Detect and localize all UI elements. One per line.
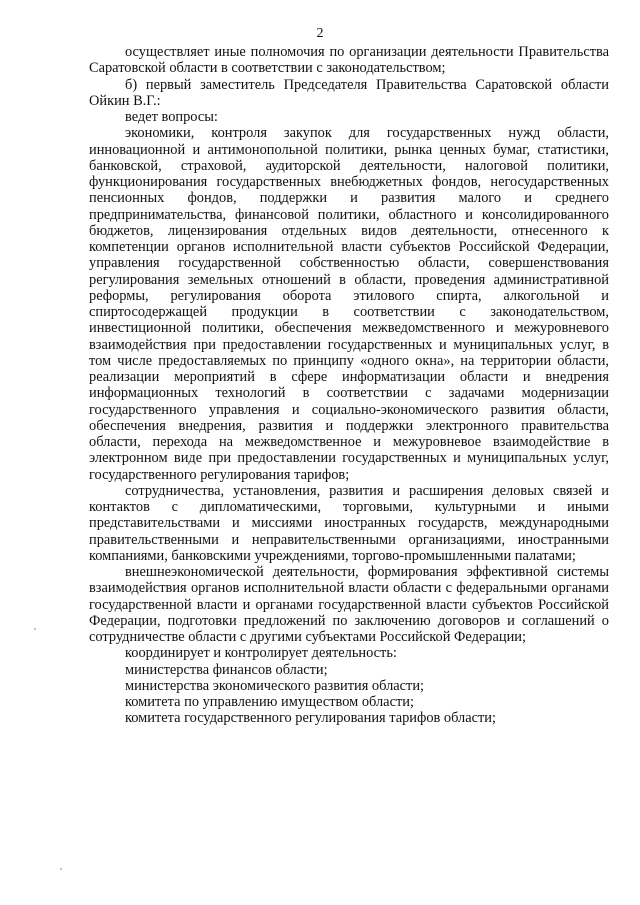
paragraph-10: комитета по управлению имуществом области; (125, 694, 414, 710)
paragraph-6: внешнеэкономической деятельности, формирования эффективной системы взаимодействия органов исполнительной власти области с федеральными органами государственной власти и органами государственной власти субъектов Российской Федерации, подготовки предложений по заключению договоров и соглашений о сотрудничестве области с другими субъектами Российской Федерации; (89, 564, 609, 645)
paragraph-9: министерства экономического развития области; (125, 677, 425, 694)
paragraph-7: координирует и контролирует деятельность: (125, 645, 397, 662)
scan-speck (60, 868, 62, 870)
document-body (89, 44, 609, 727)
paragraph-2: б) первый заместитель Председателя Правительства Саратовской области Ойкин В.Г.: (89, 76, 609, 109)
paragraph-8: министерства финансов области; (125, 661, 328, 678)
scan-speck (34, 628, 36, 630)
paragraph-5: сотрудничества, установления, развития и расширения деловых связей и контактов с дипломатическими, торговыми, культурными и иными представительствами и миссиями иностранных государств, международными правительственными и неправительственными организациями, иностранными компаниями, банковскими учреждениями, торгово-промышленными палатами; (89, 482, 609, 564)
paragraph-1: осуществляет иные полномочия по организации деятельности Правительства Саратовской области в соответствии с законодательством; (89, 44, 609, 77)
paragraph-3: ведет вопросы: (125, 109, 218, 125)
paragraph-11: комитета государственного регулирования тарифов области; (125, 710, 497, 727)
paragraph-4: экономики, контроля закупок для государственных нужд области, инновационной и антимонопольной политики, рынка ценных бумаг, статистики, банковской, страховой, аудиторской деятельности, налоговой политики, функционирования государственных внебюджетных фондов, негосударственных пенсионных фондов, поддержки и развития малого и среднего предпринимательства, финансовой политики, областного и консолидированного бюджетов, лицензирования отдельных видов деятельности, отнесенного к компетенции органов исполнительной власти субъектов Российской Федерации, управления государственной собственностью области, совершенствования регулирования земельных отношений в области, проведения административной реформы, регулирования оборота этилового спирта, алкогольной и спиртосодержащей продукции в соответствии с законодательством, инвестиционной политики, обеспечения межведомственного и межуровневого взаимодействия при предоставлении государственных и муниципальных услуг, в том числе предоставляемых по принципу «одного окна», на территории области, реализации мероприятий в сфере информатизации области и внедрения информационных технологий в соответствии с задачами модернизации государственного управления и социально-экономического развития области, обеспечения внедрения, развития и поддержки электронного правительства области, перехода на межведомственное и межуровневое взаимодействие в электронном виде при предоставлении государственных и муниципальных услуг, государственного регулирования тарифов; (89, 125, 609, 483)
page-number: 2 (316, 26, 324, 41)
